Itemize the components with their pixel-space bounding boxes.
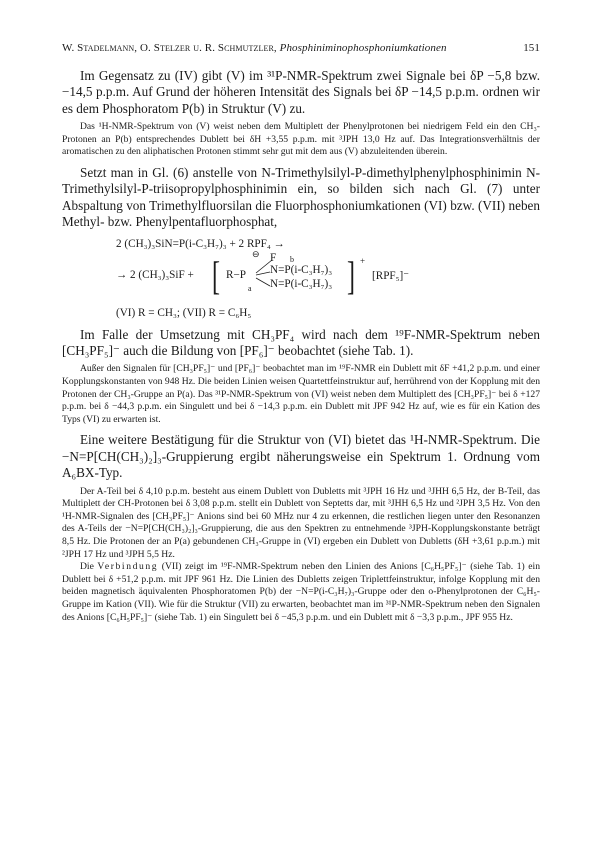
n-branch-2: N=P(i-C₃H₇)₃	[270, 277, 333, 290]
equation-line-1: 2 (CH₃)₃SiN=P(i-C₃H₇)₃ + 2 RPF₄ →	[116, 237, 285, 250]
n-branch-1: N=P(i-C₃H₇)₃	[270, 263, 333, 276]
label-b: b	[290, 254, 294, 264]
paragraph-7: Der A-Teil bei δ 4,10 p.p.m. besteht aus einem Dublett von Dubletts mit ³JPH 16 Hz und ³JHH 6,5 Hz, der B-Teil, das Multiplett der CH-Protonen bei δ 3,08 p.p.m. stellt ein Dublett von Septetts dar, mit ³JHH 6,5 Hz und ²JPH 3,5 Hz. Von den ¹H-NMR-Signalen des [CH₃PF₅]⁻ Anions sind bei 60 MHz nur 4 zu erkennen, die restlichen liegen unter den Resonanzen des A-Teils der −N=P[CH(CH₃)₂]₃-Gruppierung, die aus den Spektren zu entnehmende ³JPH-Kopplungskonstante beträgt 8,5 Hz. Die Protonen der an P(a) gebundenen CH₃-Gruppe in (VI) ergeben ein Dublett von Dubletts (δH +3,61 p.p.m.) mit ²JPH 17 Hz und ³JPH 5,5 Hz.	[62, 485, 540, 560]
header-left	[62, 42, 447, 54]
running-header	[62, 42, 540, 54]
cation-charge: +	[360, 255, 366, 266]
equation-structure	[62, 248, 540, 306]
paragraph-3: Setzt man in Gl. (6) anstelle von N-Trimethylsilyl-P-dimethylphenylphosphinimin N-Trimethylsilyl-P-triisopropylphosphinimin ein, so bilden sich nach Gl. (7) unter Abspaltung von Trimethylfluorsilan die Fluorphosphoniumkationen (VI) bzw. (VII) neben Methyl- bzw. Phenylpentafluorphosphat,	[62, 165, 540, 230]
page-number: 151	[523, 42, 540, 54]
bracket-open: [	[212, 252, 220, 298]
bracket-close: ]	[347, 252, 355, 298]
fluorine-atom: F	[270, 251, 277, 264]
p8-lead: Die	[80, 561, 98, 573]
equation-arrow-part: → 2 (CH₃)₃SiF +	[116, 268, 194, 281]
label-a: a	[248, 283, 252, 293]
anion: [RPF₅]⁻	[372, 269, 410, 282]
paragraph-2: Das ¹H-NMR-Spektrum von (V) weist neben dem Multiplett der Phenylprotonen bei niedrigem Feld ein den CH₃-Protonen an P(b) entsprechendes Dublett bei δH +3,55 p.p.m. mit ³JPH 13,0 Hz auf. Das Integrationsverhältnis der aromatischen zu den aliphatischen Protonen stimmt sehr gut mit dem aus (V) abzuleitenden überein.	[62, 121, 540, 158]
paragraph-6: Eine weitere Bestätigung für die Struktur von (VI) bietet das ¹H-NMR-Spektrum. Die −N=P[CH(CH₃)₂]₃-Gruppierung ergibt näherungsweise ein Spektrum 1. Ordnung vom A₆BX-Typ.	[62, 432, 540, 481]
paragraph-5: Außer den Signalen für [CH₃PF₅]⁻ und [PF₆]⁻ beobachtet man im ¹⁹F-NMR ein Dublett mit δF +41,2 p.p.m. und einer Kopplungskonstanten von 948 Hz. Die beiden Linien weisen Quartettfeinstruktur auf, herrührend von der Kopplung mit den Protonen der CH₃-Gruppe an P(a). Das ³¹P-NMR-Spektrum von (VI) weist neben dem Multiplett des [CH₃PF₅]⁻ bei δ +127 p.p.m. bei δ −44,3 p.p.m. ein Singulett und bei δ −14,3 p.p.m. ein Dublett mit JPF 942 Hz auf, wie es für ein Kation des Typs (VI) zu erwarten ist.	[62, 363, 540, 425]
center-rp: R−P	[226, 268, 246, 281]
p8-rest: (VII) zeigt im ¹⁹F-NMR-Spektrum neben den Linien des Anions [C₆H₅PF₅]⁻ (siehe Tab. 1) ein Dublett bei δ +51,2 p.p.m. mit JPF 961 Hz. Die Linien des Dubletts zeigen Triplettfeinstruktur, infolge Kopplung mit den beiden magnetisch äquivalenten Phosphoratomen P(b) der −N=P(i-C₃H₇)₃-Gruppe oder den o-Phenylprotonen der C₆H₅-Gruppe im Kation (VII). Wie für die Struktur (VII) zu erwarten, beobachtet man im ³¹P-NMR-Spektrum neben den Signalen des Anions [C₆H₅PF₅]⁻ (siehe Tab. 1) ein Singulett bei δ −45,3 p.p.m. und ein Dublett mit δ −3,3 p.p.m., JPF 955 Hz.	[62, 561, 540, 623]
equation-legend: (VI) R = CH₃; (VII) R = C₆H₅	[116, 306, 252, 319]
minus-charge: ⊖	[252, 248, 260, 259]
paragraph-4: Im Falle der Umsetzung mit CH₃PF₄ wird nach dem ¹⁹F-NMR-Spektrum neben [CH₃PF₅]⁻ auch die Bildung von [PF₆]⁻ beobachtet (siehe Tab. 1).	[62, 326, 540, 359]
header-authors: W. Stadelmann, O. Stelzer u. R. Schmutzler,	[62, 42, 277, 54]
header-title: Phosphiniminophosphoniumkationen	[279, 42, 447, 54]
paragraph-8	[62, 561, 540, 624]
journal-page	[62, 42, 540, 624]
p8-spaced-word: Verbindung	[97, 561, 159, 573]
paragraph-1: Im Gegensatz zu (IV) gibt (V) im ³¹P-NMR-Spektrum zwei Signale bei δP −5,8 bzw. −14,5 p.p.m. Auf Grund der höheren Intensität des Signals bei δP −14,5 p.p.m. ordnen wir es dem Phosphoratom P(b) in Struktur (V) zu.	[62, 68, 540, 116]
